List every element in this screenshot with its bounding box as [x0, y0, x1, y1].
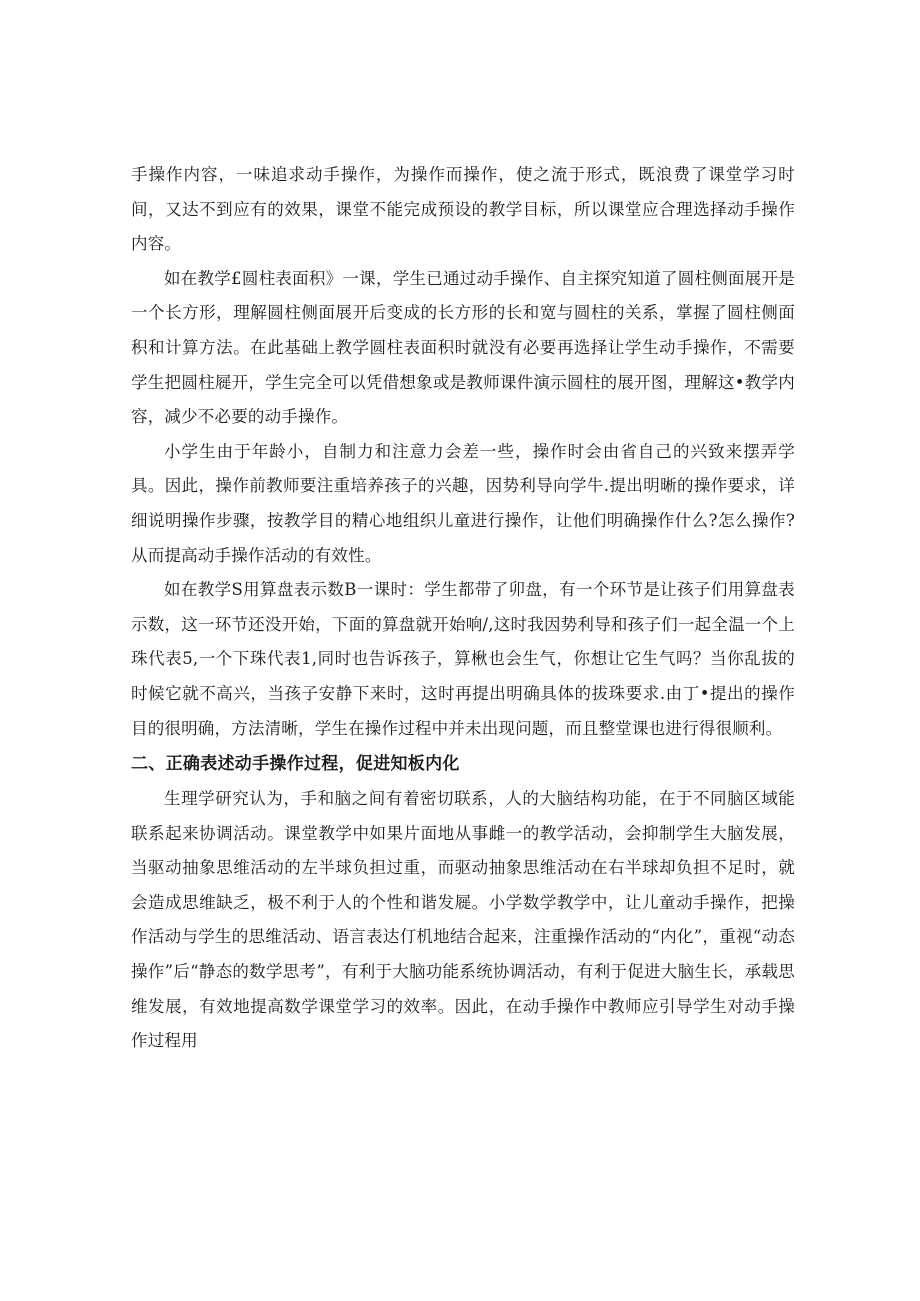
paragraph-continuation: 手操作内容，一味追求动手操作，为操作而操作，使之流于形式，既浪费了课堂学习时间，又达不到应有的效果，课堂不能完成预设的教学目标，所以课堂应合理选择动手操作内容。 — [131, 165, 795, 254]
paragraph-physiology: 生理学研究认为，手和脑之间有着密切联系，人的大脑结构功能，在于不同脑区域能联系起来协调活动。课堂教学中如果片面地从事雌一的教学活动，会抑制学生大脑发展，当驱动抽象思维活动的左半球负担过重，而驱动抽象思维活动在右半球却负担不足时，就会造成思维缺乏，极不利于人的个性和谐发屣。小学数学教学中，让儿童动手操作，把操作活动与学生的思维活动、语言表达仃机地结合起来，注重操作活动的“内化”，重视“动态操作”后“静态的数学思考”，有利于大脑功能系统协调活动，有利于促进大脑生长，承载思维发展，有效地提高数学课堂学习的效率。因此，在动手操作中教师应引导学生对动手操作过程用 — [131, 789, 795, 1051]
document-body — [131, 158, 795, 1059]
paragraph-cylinder-example: 如在教学£圆柱表面积》一课，学生已通过动手操作、自主探究知道了圆柱侧面展开是一个长方形，理解圆柱侧面展开后变成的长方形的长和宽与圆柱的关系，掌握了圆柱侧面积和计算方法。在此基础上教学圆柱表面积时就没有必要再选择让学生动手操作，不需要学生把圆柱屣开，学生完全可以凭借想象或是教师课件演示圆柱的展开图，理解这•教学内容，减少不必要的动手操作。 — [131, 268, 795, 427]
paragraph-operation-requirements: 小学生由于年龄小，自制力和注意力会差一些，操作时会由省自己的兴致来摆弄学具。因此，操作前教师要注重培养孩子的兴趣，因势利导向学牛.提出明晰的操作要求，详细说明操作步骤，按教学目的精心地组织儿童进行操作，让他们明确操作什么?怎么操作?从而提高动手操作活动的有效性。 — [131, 441, 795, 565]
section-heading: 二、正确表述动手操作过程，促进知板内化 — [131, 754, 460, 775]
paragraph-abacus-example: 如在教学S用算盘表示数B一课时：学生都带了卯盘，有一个环节是让孩子们用算盘表示数，这一环节还没开始，下面的算盘就开始响/,这时我因势利导和孩子们一起全温一个上珠代表5,一个下珠代表1,同时也告诉孩子，算楸也会生气，你想让它生气吗？当你乱拔的时候它就不高兴，当孩子安静下来时，这时再提出明确具体的拔珠要求.由丁•提出的操作目的很明确，方法清晰，学生在操作过程中并未出现问题，而且整堂课也进行得很顺利。 — [131, 580, 795, 738]
